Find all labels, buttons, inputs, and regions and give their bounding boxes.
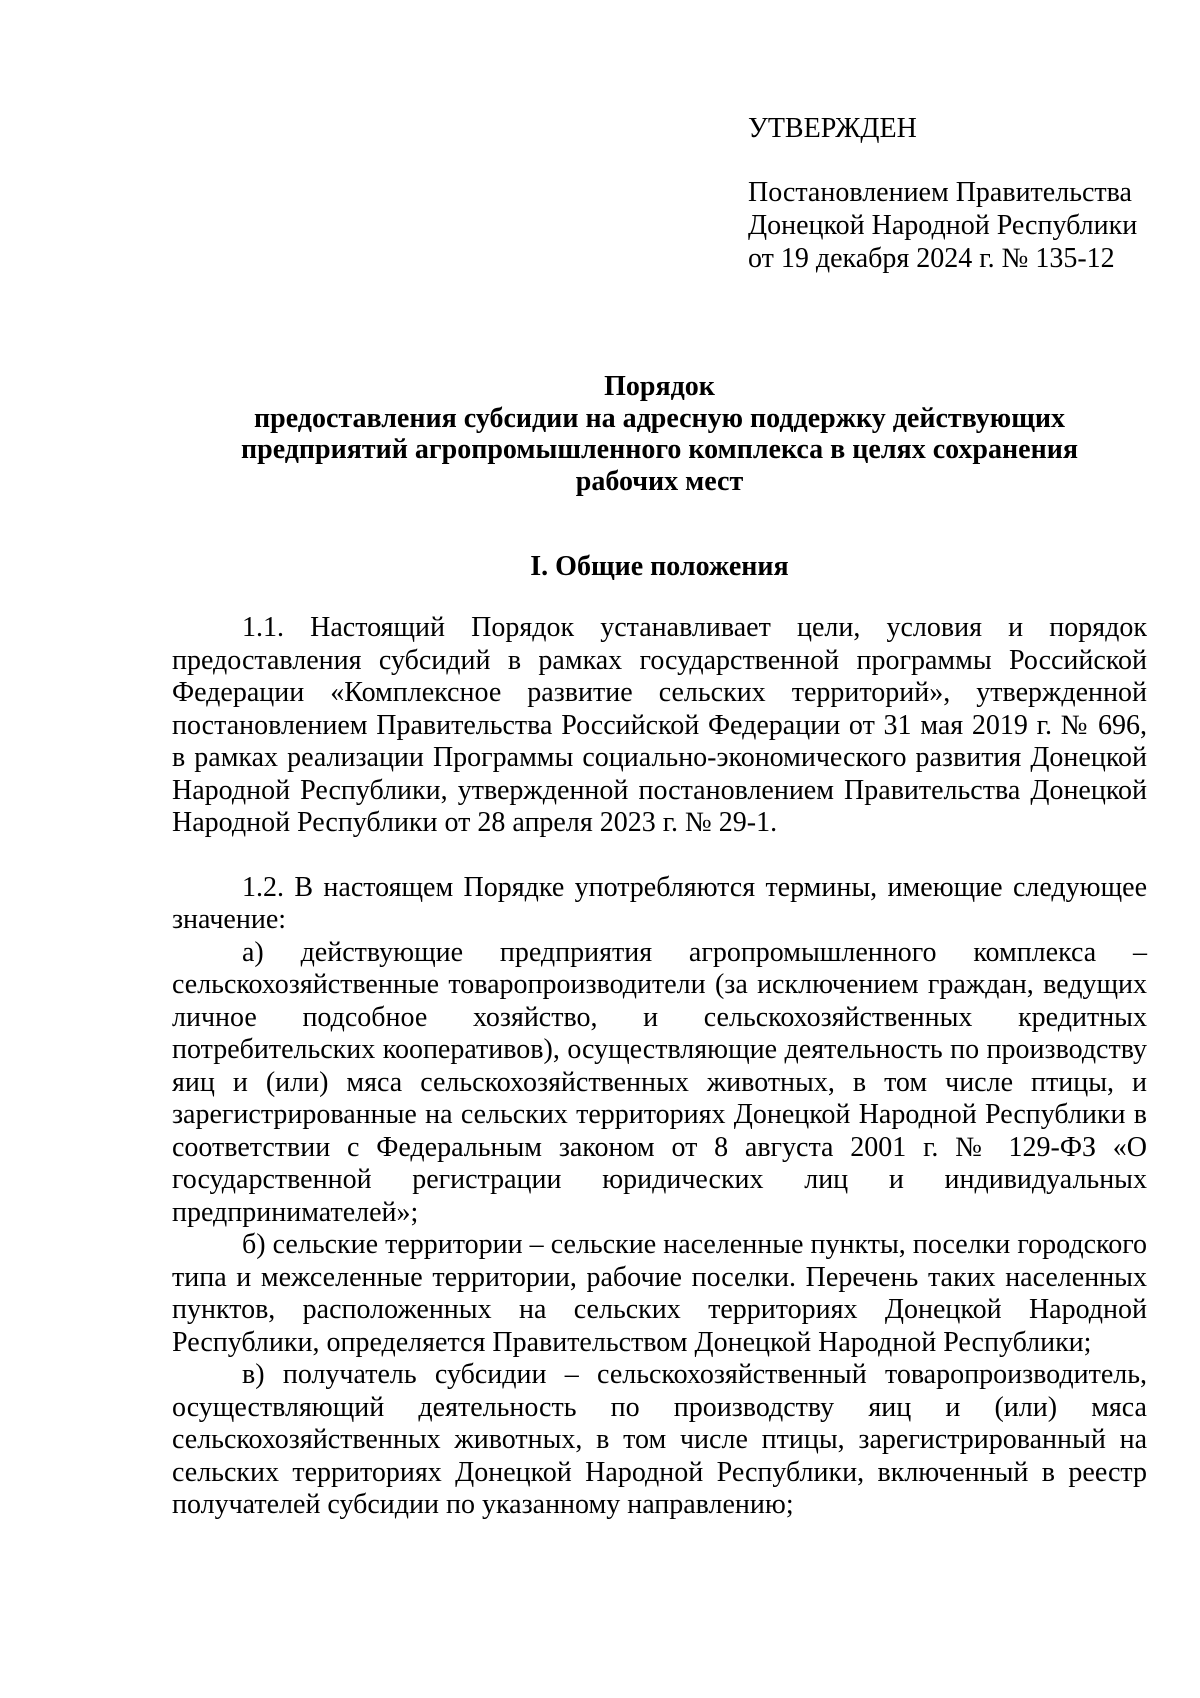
approval-decree-date: от 19 декабря 2024 г. № 135-12 — [748, 243, 1115, 274]
document-title-line: предприятий агропромышленного комплекса в целях сохранения — [241, 434, 1078, 465]
document-title — [172, 371, 1147, 497]
definition-item-b: б) сельские территории – сельские населенные пункты, поселки городского типа и межселенные территории, рабочие поселки. Перечень таких населенных пунктов, расположенных на сельских территориях Донецкой Народной Республики, определяется Правительством Донецкой Народной Республики; — [172, 1229, 1147, 1358]
paragraph-1-2: 1.2. В настоящем Порядке употребляются термины, имеющие следующее значение: — [172, 871, 1147, 935]
section-heading: I. Общие положения — [530, 551, 789, 582]
document-body — [172, 612, 1147, 1522]
approval-decree-line: Постановлением Правительства — [748, 177, 1132, 208]
approval-stamp — [748, 112, 1168, 275]
document-title-line: рабочих мест — [575, 465, 744, 497]
approval-title: УТВЕРЖДЕН — [748, 113, 917, 144]
approval-decree-line: Донецкой Народной Республики — [748, 210, 1138, 241]
document-title-line: предоставления субсидии на адресную поддержку действующих — [254, 402, 1065, 434]
paragraph-1-1: 1.1. Настоящий Порядок устанавливает цели, условия и порядок предоставления субсидий в рамках государственной программы Российской Федерации «Комплексное развитие сельских территорий», утвержденной постановлением Правительства Российской Федерации от 31 мая 2019 г. № 696, в рамках реализации Программы социально-экономического развития Донецкой Народной Республики, утвержденной постановлением Правительства Донецкой Народной Республики от 28 апреля 2023 г. № 29-1. — [172, 612, 1147, 838]
definition-item-a: а) действующие предприятия агропромышленного комплекса – сельскохозяйственные товаропроизводители (за исключением граждан, ведущих личное подсобное хозяйство, и сельскохозяйственных кредитных потребительских кооперативов), осуществляющие деятельность по производству яиц и (или) мяса сельскохозяйственных животных, в том числе птицы, и зарегистрированные на сельских территориях Донецкой Народной Республики в соответствии с Федеральным законом от 8 августа 2001 г. № 129-ФЗ «О государственной регистрации юридических лиц и индивидуальных предпринимателей»; — [172, 936, 1147, 1228]
definition-item-v: в) получатель субсидии – сельскохозяйственный товаропроизводитель, осуществляющий деятельность по производству яиц и (или) мяса сельскохозяйственных животных, в том числе птицы, зарегистрированный на сельских территориях Донецкой Народной Республики, включенный в реестр получателей субсидии по указанному направлению; — [172, 1359, 1147, 1520]
document-title-line: Порядок — [604, 371, 715, 402]
